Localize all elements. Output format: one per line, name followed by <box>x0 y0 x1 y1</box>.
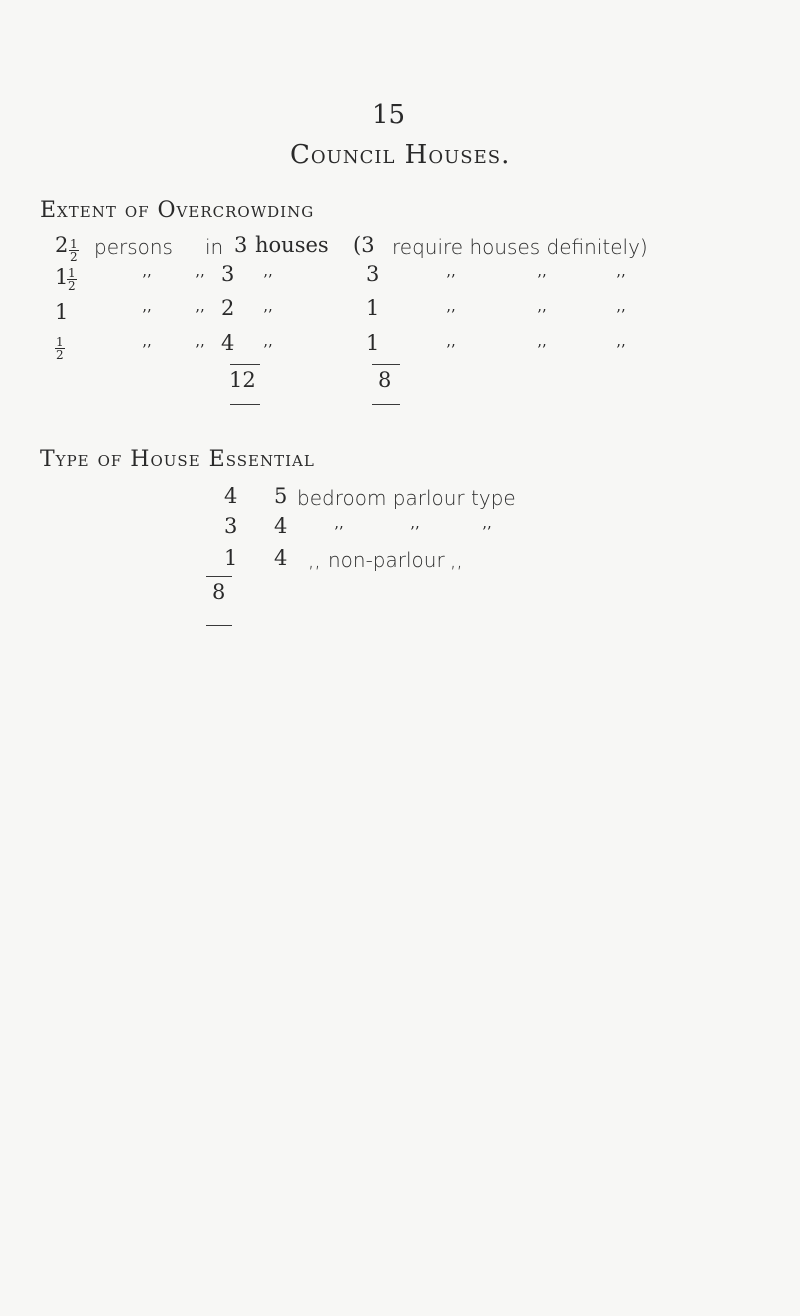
essential-total-rule-top <box>206 576 232 577</box>
essential-row2-bedrooms: 4 <box>274 514 288 538</box>
row1-in: in <box>205 235 224 259</box>
essential-total: 8 <box>212 580 226 604</box>
houses-total-rule-top <box>230 364 260 365</box>
row3-houses-count: 2 <box>221 296 235 320</box>
row2-ditto-2: ’’ <box>195 271 205 289</box>
row1-houses-word: houses <box>255 233 329 257</box>
row4-require-count: 1 <box>366 331 380 355</box>
row3-ditto-5: ’’ <box>537 306 547 324</box>
row1-whole: 2 <box>55 233 69 257</box>
row3-ditto-3: ’’ <box>263 306 273 324</box>
row4-ditto-5: ’’ <box>537 341 547 359</box>
essential-heading: Type of House Essential <box>40 447 315 472</box>
row2-ditto-3: ’’ <box>263 271 273 289</box>
row3-ditto-1: ’’ <box>142 306 152 324</box>
essential-row1-count: 4 <box>224 484 238 508</box>
essential-row2-ditto-1: ’’ <box>334 523 344 541</box>
row2-fraction: $\frac{1}{2}$ <box>68 266 76 293</box>
row2-require-count: 3 <box>366 262 380 286</box>
row3-ditto-6: ’’ <box>616 306 626 324</box>
row1-fraction: $\frac{1}{2}$ <box>70 237 78 264</box>
require-total-rule-top <box>372 364 400 365</box>
row3-ditto-4: ’’ <box>446 306 456 324</box>
row4-fraction: $\frac{1}{2}$ <box>56 335 64 362</box>
row1-persons: persons <box>94 235 173 259</box>
overcrowding-heading: Extent of Overcrowding <box>40 198 315 223</box>
row1-require-open: (3 <box>353 233 375 257</box>
essential-row1-bedrooms: 5 <box>274 484 288 508</box>
row3-whole: 1 <box>55 300 69 324</box>
row1-houses-count: 3 <box>234 233 248 257</box>
essential-total-rule-bottom <box>206 625 232 626</box>
page-number: 15 <box>372 100 406 130</box>
require-total-rule-bottom <box>372 404 400 405</box>
essential-row3-bedrooms: 4 <box>274 546 288 570</box>
essential-row2-ditto-3: ’’ <box>482 523 492 541</box>
row4-houses-count: 4 <box>221 331 235 355</box>
require-total: 8 <box>378 368 392 392</box>
row1-require-text: require houses definitely) <box>392 235 648 259</box>
essential-row3-ditto-2: ,, <box>450 548 463 572</box>
row2-houses-count: 3 <box>221 262 235 286</box>
row4-ditto-3: ’’ <box>263 341 273 359</box>
row2-ditto-6: ’’ <box>616 271 626 289</box>
essential-row2-ditto-2: ’’ <box>410 523 420 541</box>
essential-row3-count: 1 <box>224 546 238 570</box>
row4-ditto-4: ’’ <box>446 341 456 359</box>
essential-row3-text: non-parlour <box>328 548 445 572</box>
row2-ditto-1: ’’ <box>142 271 152 289</box>
row4-ditto-2: ’’ <box>195 341 205 359</box>
row2-whole: 1 <box>55 265 69 289</box>
row4-ditto-1: ’’ <box>142 341 152 359</box>
houses-total: 12 <box>229 368 256 392</box>
row3-ditto-2: ’’ <box>195 306 205 324</box>
row4-ditto-6: ’’ <box>616 341 626 359</box>
essential-row2-count: 3 <box>224 514 238 538</box>
essential-row3-ditto-1: ,, <box>308 548 321 572</box>
essential-row1-text: bedroom parlour type <box>297 486 516 510</box>
row3-require-count: 1 <box>366 296 380 320</box>
row2-ditto-5: ’’ <box>537 271 547 289</box>
houses-total-rule-bottom <box>230 404 260 405</box>
page-title: Council Houses. <box>290 140 511 170</box>
row2-ditto-4: ’’ <box>446 271 456 289</box>
